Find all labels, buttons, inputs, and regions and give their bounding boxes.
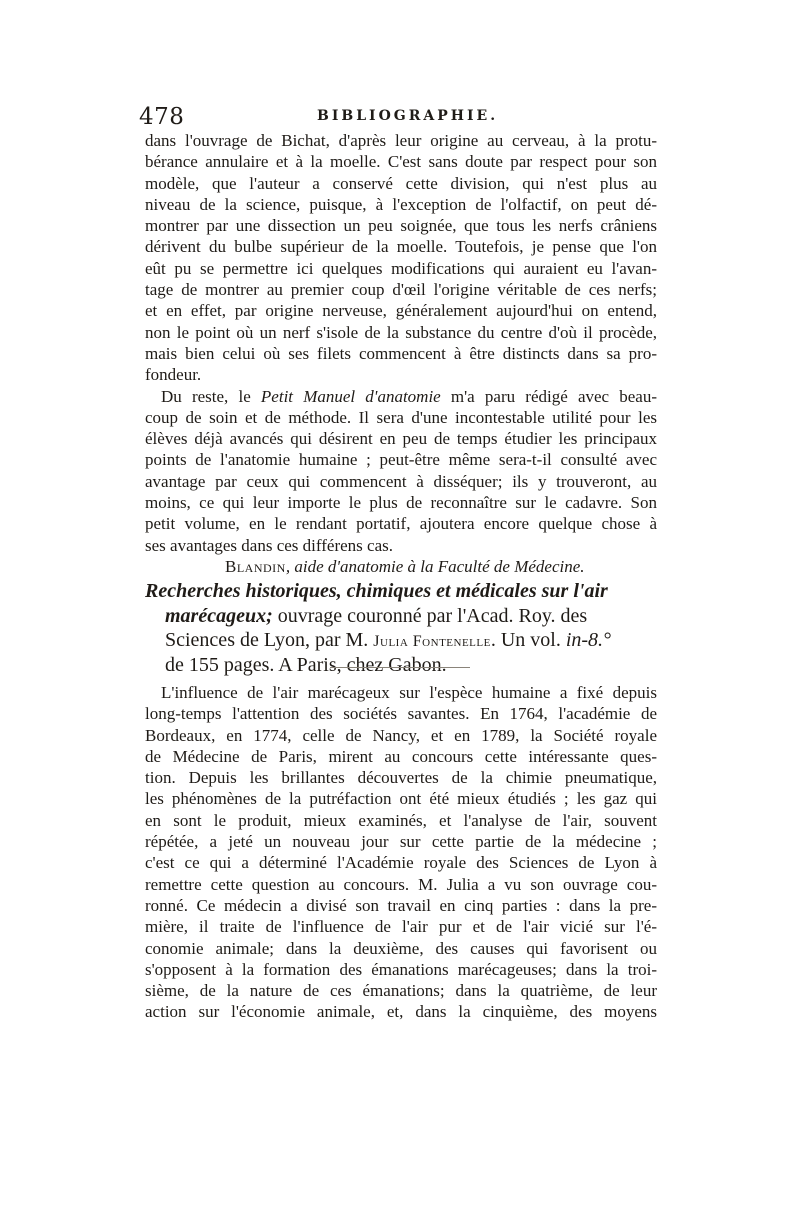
text-line: et en effet, par origine nerveuse, généralement aujourd'hui on entend, xyxy=(145,301,657,321)
signature xyxy=(145,556,657,577)
title-text: . Un vol. xyxy=(490,629,566,651)
signature-name: Blandin xyxy=(225,556,286,576)
text-line: non le point où un nerf s'isole de la substance du centre d'où il procède, xyxy=(145,322,657,342)
text-line: moins, ce qui leur importe le plus de reconnaître sur le cadavre. Son xyxy=(145,493,657,513)
title-text: ouvrage couronné par l'Acad. Roy. des xyxy=(272,604,588,627)
title-text: Sciences de Lyon, par M. xyxy=(165,629,374,651)
text-line: en sont le produit, mieux examinés, et l'analyse de l'air, souvent xyxy=(145,810,657,830)
book-format: in-8.° xyxy=(565,629,612,651)
text-line: long-temps l'attention des sociétés savantes. En 1764, l'académie de xyxy=(145,704,657,724)
book-title-heading xyxy=(145,579,657,677)
text-line: les phénomènes de la putréfaction ont été mieux étudiés ; les gaz qui xyxy=(145,789,657,809)
title-line: de 155 pages. A Paris, chez Gabon. xyxy=(165,653,447,676)
text-line: tion. Depuis les brillantes découvertes de la chimie pneumatique, xyxy=(145,768,657,788)
text-line: remettre cette question au concours. M. Julia a vu son ouvrage cou- xyxy=(145,874,657,894)
text-line: points de l'anatomie humaine ; peut-être même sera-t-il consulté avec xyxy=(145,450,657,470)
review-blandin xyxy=(145,130,657,577)
text-line: niveau de la science, puisque, à l'exception de l'olfactif, on peut dé- xyxy=(145,194,657,214)
divider xyxy=(330,667,470,668)
title-line xyxy=(145,628,657,653)
running-head: BIBLIOGRAPHIE. xyxy=(317,108,499,124)
text-line: modèle, que l'auteur a conservé cette division, qui n'est plus au xyxy=(145,173,657,193)
page-number: 478 xyxy=(139,104,185,130)
text-line: Du reste, le Petit Manuel d'anatomie m'a paru rédigé avec beau- xyxy=(161,386,658,406)
title-italic: marécageux; xyxy=(165,604,273,627)
text-line: action sur l'économie animale, et, dans la cinquième, des moyens xyxy=(145,1002,657,1022)
text-line: Bordeaux, en 1774, celle de Nancy, et en 1789, la Société royale xyxy=(145,725,657,745)
title-line xyxy=(145,604,657,629)
text-line: élèves déjà avancés qui désirent en peu de temps étudier les principaux xyxy=(145,429,657,449)
text-line: petit volume, en le rendant portatif, ajoutera encore quelque chose à xyxy=(145,514,657,534)
text-line: tage de montrer au premier coup d'œil l'origine véritable de ces nerfs; xyxy=(145,280,657,300)
text-line: fondeur. xyxy=(145,365,202,385)
author-name: Julia Fontenelle xyxy=(373,633,491,650)
text-line: répétée, a jeté un nouveau jour sur cette partie de la médecine ; xyxy=(145,832,657,852)
text-line: ses avantages dans ces différens cas. xyxy=(145,535,393,555)
text-line: c'est ce qui a déterminé l'Académie royale des Sciences de Lyon à xyxy=(145,853,657,873)
text-line: dérivent du bulbe supérieur de la moelle. Toutefois, je pense que l'on xyxy=(145,237,657,257)
text-line: L'influence de l'air marécageux sur l'espèce humaine a fixé depuis xyxy=(161,683,657,702)
text-line: s'opposent à la formation des émanations marécageuses; dans la troi- xyxy=(145,959,657,979)
text-line: conomie animale; dans la deuxième, des causes qui favorisent ou xyxy=(145,938,657,958)
text-line: bérance annulaire et à la moelle. C'est sans doute par respect pour son xyxy=(145,152,657,172)
review-julia xyxy=(145,682,657,1023)
title-line xyxy=(145,579,657,604)
text-line: sième, de la nature de ces émanations; dans la quatrième, de leur xyxy=(145,981,657,1001)
text-line: montrer par une dissection un peu soignée, que tous les nerfs crâniens xyxy=(145,216,657,236)
title-italic: Recherches historiques, chimiques et médicales sur l'air xyxy=(145,580,608,602)
cited-title: Petit Manuel d'anatomie xyxy=(260,386,441,406)
text-line: mière, il traite de l'influence de l'air pur et de l'air vicié sur l'é- xyxy=(145,917,657,937)
text-line: coup de soin et de méthode. Il sera d'une incontestable utilité pour les xyxy=(145,407,657,427)
text-line: de Médecine de Paris, mirent au concours cette intéressante ques- xyxy=(145,746,657,766)
text-line: dans l'ouvrage de Bichat, d'après leur origine au cerveau, à la protu- xyxy=(145,131,657,150)
text-line: ronné. Ce médecin a divisé son travail en cinq parties : dans la pre- xyxy=(145,895,657,915)
text-line: mais bien celui où ses filets commencent à être distincts dans sa pro- xyxy=(145,343,657,363)
text-line: avantage par ceux qui commencent à disséquer; ils y trouveront, au xyxy=(145,471,657,491)
text-line: eût pu se permettre ici quelques modifications qui auraient eu l'avan- xyxy=(145,258,657,278)
signature-role: , aide d'anatomie à la Faculté de Médecine. xyxy=(285,556,585,576)
